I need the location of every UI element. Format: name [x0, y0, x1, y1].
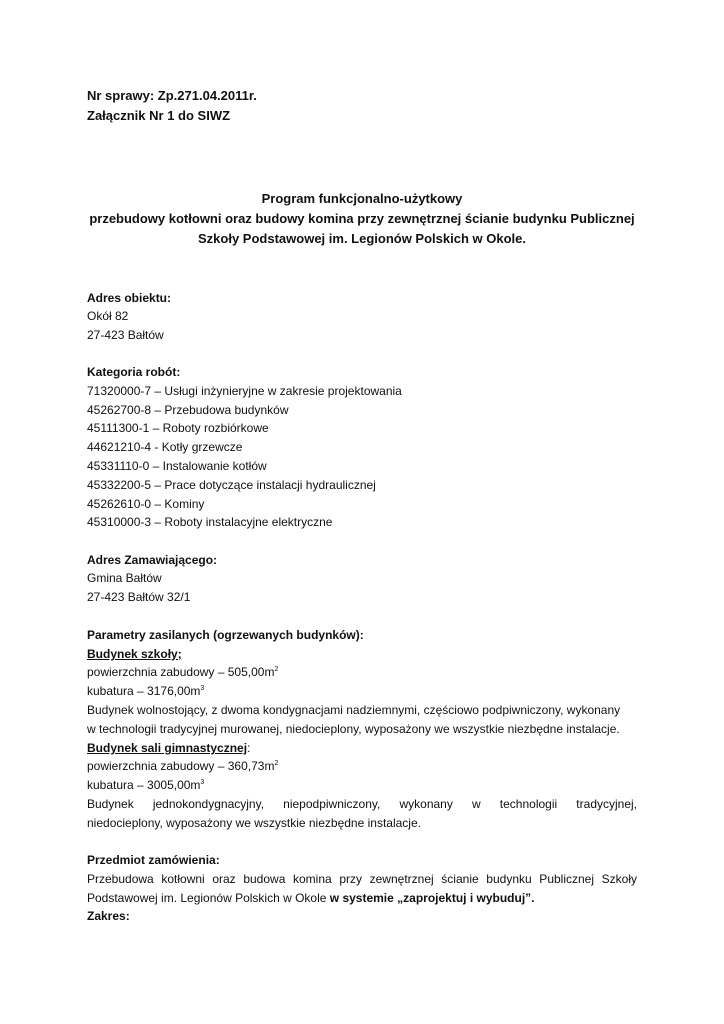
school-area	[87, 664, 278, 680]
document-title: Program funkcjonalno-użytkowy	[261, 191, 463, 206]
object-address-line2: 27-423 Bałtów	[87, 328, 164, 342]
gym-label-suffix: :	[247, 741, 251, 755]
attachment-label: Załącznik Nr 1 do SIWZ	[87, 108, 231, 123]
gym-area-text: powierzchnia zabudowy – 360,73m	[87, 759, 275, 773]
school-description-line1: Budynek wolnostojący, z dwoma kondygnacjami nadziemnymi, częściowo podpiwniczony, wykonany	[87, 703, 621, 717]
gym-volume-text: kubatura – 3005,00m	[87, 778, 201, 792]
parameters-heading: Parametry zasilanych (ogrzewanych budynków):	[87, 628, 364, 642]
school-area-text: powierzchnia zabudowy – 505,00m	[87, 665, 275, 679]
work-category-item: 45262700-8 – Przebudowa budynków	[87, 403, 289, 417]
gym-volume	[87, 777, 204, 793]
gym-volume-sup: 3	[200, 779, 205, 786]
client-address-line2: 27-423 Bałtów 32/1	[87, 590, 191, 604]
gym-area-sup: 2	[274, 760, 279, 767]
subject-heading: Przedmiot zamówienia:	[87, 853, 220, 867]
work-category-heading: Kategoria robót:	[87, 365, 181, 379]
gym-area	[87, 758, 278, 774]
object-address-heading: Adres obiektu:	[87, 291, 172, 305]
subject-line2	[87, 890, 535, 906]
case-number: Nr sprawy: Zp.271.04.2011r.	[87, 88, 257, 103]
work-category-item: 45111300-1 – Roboty rozbiórkowe	[87, 421, 269, 435]
school-area-sup: 2	[274, 666, 279, 673]
gym-description-line2: niedocieplony, wyposażony we wszystkie niezbędne instalacje.	[87, 816, 421, 830]
gym-description-line1: Budynek jednokondygnacyjny, niepodpiwniczony, wykonany w technologii tradycyjnej,	[87, 797, 637, 811]
document-title-line3: Szkoły Podstawowej im. Legionów Polskich w Okole.	[198, 231, 526, 246]
work-category-item: 45331110-0 – Instalowanie kotłów	[87, 459, 267, 473]
work-category-item: 71320000-7 – Usługi inżynieryjne w zakresie projektowania	[87, 384, 402, 398]
gym-building-label: Budynek sali gimnastycznej	[87, 741, 248, 755]
gym-building-heading	[87, 740, 250, 756]
subject-line1: Przebudowa kotłowni oraz budowa komina przy zewnętrznej ścianie budynku Publicznej Szkoły	[87, 872, 637, 886]
work-category-item: 45332200-5 – Prace dotyczące instalacji hydraulicznej	[87, 478, 376, 492]
scope-heading: Zakres:	[87, 909, 130, 923]
work-category-item: 45310000-3 – Roboty instalacyjne elektryczne	[87, 515, 333, 529]
object-address-line1: Okół 82	[87, 309, 129, 323]
work-category-item: 45262610-0 – Kominy	[87, 497, 205, 511]
subject-system-text: w systemie „zaprojektuj i wybuduj”.	[329, 891, 535, 905]
school-volume	[87, 683, 204, 699]
subject-line2-text: Podstawowej im. Legionów Polskich w Okole	[87, 891, 330, 905]
school-volume-text: kubatura – 3176,00m	[87, 684, 201, 698]
school-volume-sup: 3	[200, 685, 205, 692]
client-address-line1: Gmina Bałtów	[87, 571, 162, 585]
work-category-item: 44621210-4 - Kotły grzewcze	[87, 440, 243, 454]
document-title-line2: przebudowy kotłowni oraz budowy komina przy zewnętrznej ścianie budynku Publicznej	[89, 211, 635, 226]
school-description-line2: w technologii tradycyjnej murowanej, niedocieplony, wyposażony we wszystkie niezbędne instalacje.	[87, 722, 620, 736]
client-address-heading: Adres Zamawiającego:	[87, 553, 218, 567]
school-building-label: Budynek szkoły;	[87, 647, 182, 661]
